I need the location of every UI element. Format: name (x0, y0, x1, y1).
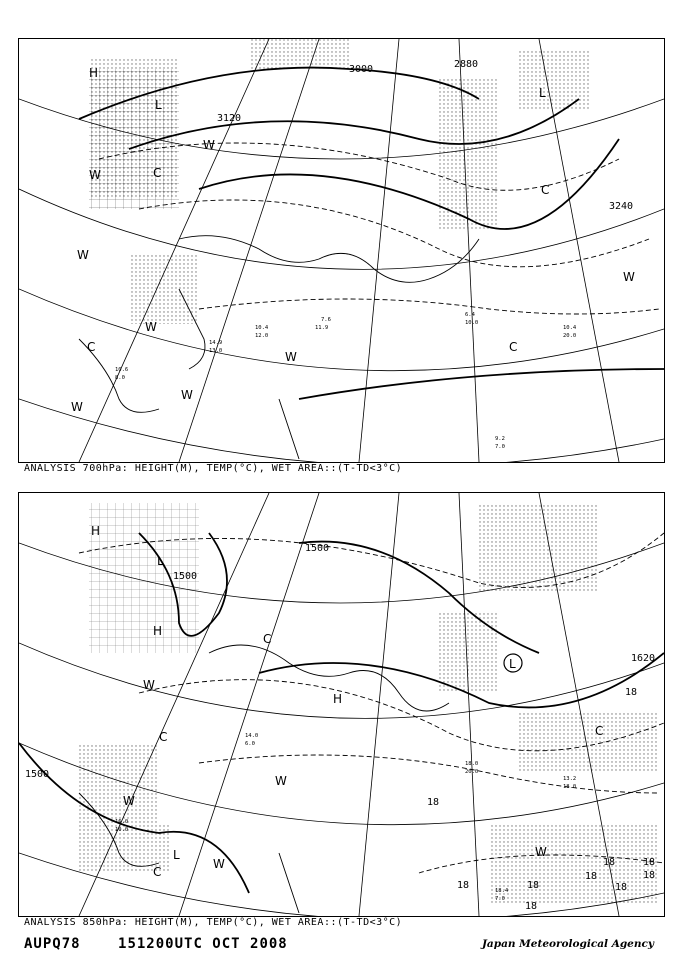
cold-center-label: C (159, 730, 168, 744)
contour-label: 3120 (217, 113, 242, 124)
chart-id: AUPQ78 (24, 936, 81, 952)
cold-center-label: C (595, 724, 604, 738)
station-value: 14.0 (245, 733, 259, 739)
station-value: 20.0 (563, 333, 577, 339)
station-value: 9.2 (495, 436, 505, 442)
contour-label: 1500 (305, 543, 330, 554)
cold-center-label: C (153, 865, 162, 879)
agency-name: Japan Meteorological Agency (481, 938, 654, 950)
low-center-label: L (509, 657, 516, 671)
warm-center-label: W (181, 388, 193, 402)
isotherm-label: 18 (615, 882, 628, 893)
warm-center-label: W (89, 168, 101, 182)
low-center-label: L (157, 554, 164, 568)
panel-caption-700hpa: ANALYSIS 700hPa: HEIGHT(M), TEMP(°C), WET AREA::(T-TD<3°C) (24, 463, 403, 474)
isotherm-label: 18 (585, 871, 598, 882)
valid-time: 151200UTC OCT 2008 (118, 936, 288, 952)
station-value: 10.0 (465, 320, 479, 326)
station-value: 7.6 (321, 317, 331, 323)
station-value: 20.0 (465, 769, 479, 775)
isotherm-label: 18 (427, 797, 440, 808)
station-value: 7.0 (495, 444, 505, 450)
station-value: 14.9 (209, 340, 223, 346)
warm-center-label: W (71, 400, 83, 414)
high-center-label: H (91, 524, 101, 538)
station-value: 6.4 (465, 312, 475, 318)
station-value: 18.4 (495, 888, 509, 894)
high-center-label: H (89, 66, 99, 80)
warm-center-label: W (623, 270, 635, 284)
warm-center-label: W (143, 678, 155, 692)
cold-center-label: C (541, 183, 550, 197)
warm-center-label: W (123, 794, 135, 808)
isotherm-label: 18 (525, 901, 538, 912)
isotherm-label: 18 (603, 857, 616, 868)
contour-label: 1620 (631, 653, 656, 664)
high-center-label: H (333, 692, 343, 706)
station-value: 8.0 (115, 375, 125, 381)
chart-footer (24, 936, 316, 952)
isotherm-label: 18 (457, 880, 470, 891)
contour-label: 2880 (454, 59, 479, 70)
high-center-label: H (153, 624, 163, 638)
station-value: 6.0 (245, 741, 255, 747)
panel-caption-850hpa: ANALYSIS 850hPa: HEIGHT(M), TEMP(°C), WET AREA::(T-TD<3°C) (24, 917, 403, 928)
cold-center-label: C (509, 340, 518, 354)
warm-center-label: W (145, 320, 157, 334)
isotherm-label: 18 (527, 880, 540, 891)
station-value: 11.9 (315, 325, 329, 331)
contour-label: 3000 (349, 64, 374, 75)
cold-center-label: C (153, 166, 162, 180)
warm-center-label: W (275, 774, 287, 788)
map-700hpa-svg (19, 39, 664, 462)
station-value: 10.0 (115, 827, 129, 833)
isotherm-label: 18 (643, 857, 656, 868)
warm-center-label: W (203, 138, 215, 152)
station-value: 7.0 (495, 896, 505, 902)
warm-center-label: W (285, 350, 297, 364)
low-center-label: L (155, 98, 162, 112)
station-value: 13.2 (563, 776, 577, 782)
map-panel-700hpa (18, 38, 665, 463)
station-value: 10.4 (255, 325, 269, 331)
station-value: 10.6 (115, 367, 129, 373)
contour-label: 3240 (609, 201, 634, 212)
contour-label: 1500 (25, 769, 50, 780)
station-value: 13.0 (209, 348, 223, 354)
map-850hpa-svg (19, 493, 664, 916)
wet-area-stipple (79, 503, 659, 903)
low-center-label: L (539, 86, 546, 100)
grid-hatch (89, 69, 179, 209)
station-value: 16.0 (115, 819, 129, 825)
cold-center-label: C (87, 340, 96, 354)
warm-center-label: W (535, 845, 547, 859)
isotherm-label: 18 (625, 687, 638, 698)
low-center-label: L (173, 848, 180, 862)
warm-center-label: W (213, 857, 225, 871)
station-value: 12.0 (255, 333, 269, 339)
map-panel-850hpa (18, 492, 665, 917)
station-value: 10.4 (563, 325, 577, 331)
isotherm-label: 18 (643, 870, 656, 881)
warm-center-label: W (77, 248, 89, 262)
cold-center-label: C (263, 632, 272, 646)
contour-label: 1500 (173, 571, 198, 582)
station-value: 18.0 (563, 784, 577, 790)
station-value: 18.0 (465, 761, 479, 767)
